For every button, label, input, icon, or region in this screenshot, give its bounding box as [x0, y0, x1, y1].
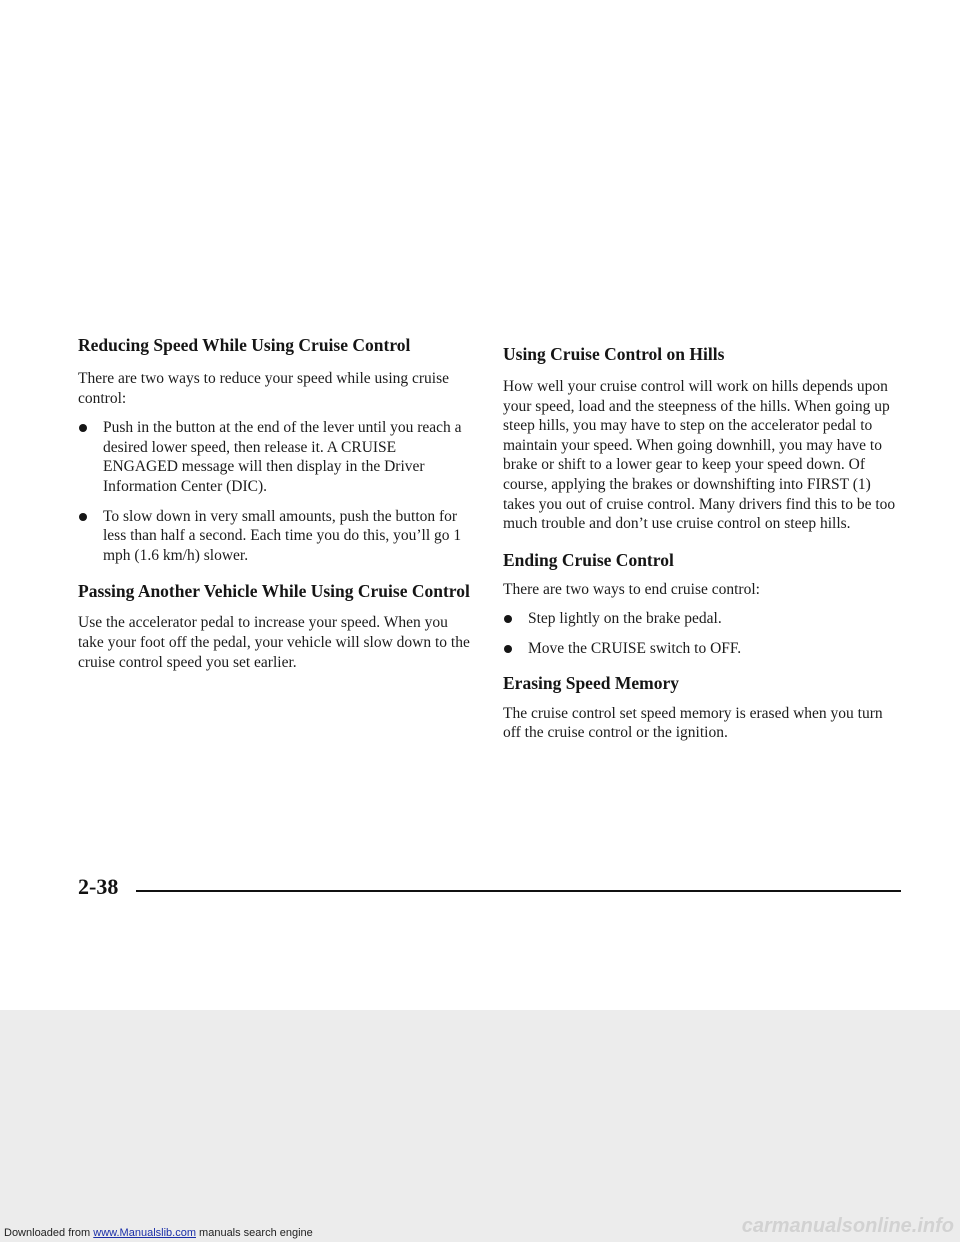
- heading-reducing-speed: Reducing Speed While Using Cruise Control: [78, 335, 411, 355]
- watermark: carmanualsonline.info: [741, 1215, 954, 1237]
- passing-vehicle-body: Use the accelerator pedal to increase your speed. When you take your foot off the pedal, your vehicle will slow down to the cruise control speed you set earlier.: [78, 614, 470, 671]
- reducing-speed-intro: There are two ways to reduce your speed while using cruise control:: [78, 370, 450, 407]
- list-item: Push in the button at the end of the lever until you reach a desired lower speed, then release it. A CRUISE ENGAGED message will then display in the Driver Information Center (DIC).: [78, 418, 473, 496]
- heading-erasing-memory: Erasing Speed Memory: [503, 672, 679, 693]
- download-prefix: Downloaded from: [4, 1227, 91, 1239]
- page-number: 2-38: [78, 874, 119, 899]
- cruise-hills-body: How well your cruise control will work on hills depends upon your speed, load and the steepness of the hills. When going up steep hills, you may have to step on the accelerator pedal to maintain your speed. When going downhill, you may have to brake or shift to a lower gear to keep your speed down. Of course, applying the brakes or downshifting into FIRST (1) takes you out of cruise control. Many drivers find this to be too much trouble and don’t use cruise control on steep hills.: [503, 378, 896, 533]
- ending-cruise-list: [503, 609, 903, 658]
- manualslib-link[interactable]: www.Manualslib.com: [93, 1227, 196, 1239]
- heading-passing-vehicle: Passing Another Vehicle While Using Cruise Control: [78, 581, 470, 602]
- left-column: [78, 334, 473, 672]
- ending-cruise-intro: There are two ways to end cruise control:: [503, 580, 760, 598]
- reducing-speed-list: [78, 418, 473, 565]
- heading-cruise-hills: Using Cruise Control on Hills: [503, 344, 725, 364]
- heading-ending-cruise: Ending Cruise Control: [503, 549, 674, 570]
- erasing-memory-body: The cruise control set speed memory is erased when you turn off the cruise control or the ignition.: [503, 704, 883, 742]
- list-item: Step lightly on the brake pedal.: [503, 609, 903, 629]
- download-suffix: manuals search engine: [199, 1227, 313, 1239]
- footer-rule: [136, 890, 901, 892]
- list-item: Move the CRUISE switch to OFF.: [503, 639, 903, 659]
- right-column: [503, 343, 903, 743]
- footer-band: [0, 1010, 960, 1242]
- list-item: To slow down in very small amounts, push the button for less than half a second. Each time you do this, you’ll go 1 mph (1.6 km/h) slower.: [78, 507, 473, 566]
- download-notice: [4, 1227, 313, 1239]
